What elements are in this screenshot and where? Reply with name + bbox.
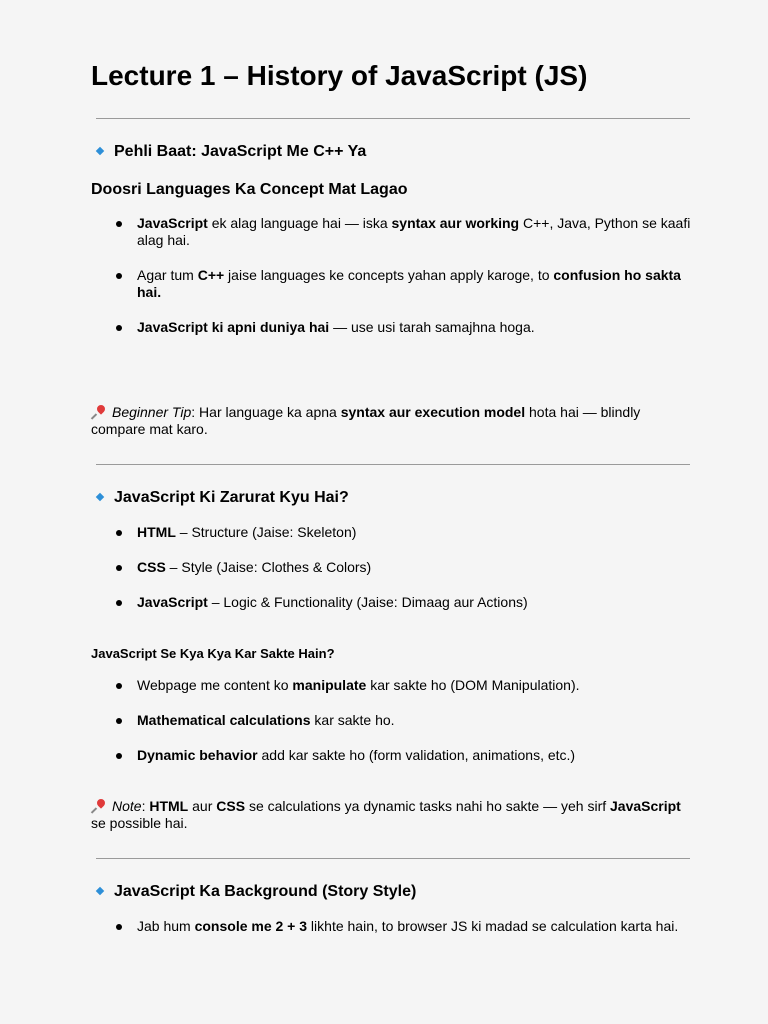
diamond-bullet-icon xyxy=(96,493,104,501)
bullet-list xyxy=(91,215,691,354)
pushpin-icon xyxy=(91,405,107,419)
bullet-list xyxy=(91,524,691,629)
diamond-bullet-icon xyxy=(96,887,104,895)
page-title: Lecture 1 – History of JavaScript (JS) xyxy=(91,60,588,91)
section-subheading: Doosri Languages Ka Concept Mat Lagao xyxy=(91,181,408,198)
list-item: CSS – Style (Jaise: Clothes & Colors) xyxy=(91,559,691,576)
pushpin-icon xyxy=(91,799,107,813)
section-subheading: JavaScript Se Kya Kya Kar Sakte Hain? xyxy=(91,646,335,661)
beginner-tip: Beginner Tip: Har language ka apna syntax aur execution model hota hai — blindly compare mat karo. xyxy=(91,404,641,437)
bullet-list xyxy=(91,677,691,782)
divider xyxy=(96,464,690,465)
list-item: HTML – Structure (Jaise: Skeleton) xyxy=(91,524,691,541)
list-item: Jab hum console me 2 + 3 likhte hain, to browser JS ki madad se calculation karta hai. xyxy=(91,918,691,935)
note: Note: HTML aur CSS se calculations ya dynamic tasks nahi ho sakte — yeh sirf JavaScript se possible hai. xyxy=(91,798,681,831)
list-item: Mathematical calculations kar sakte ho. xyxy=(91,712,691,729)
divider xyxy=(96,118,690,119)
list-item: Webpage me content ko manipulate kar sakte ho (DOM Manipulation). xyxy=(91,677,691,694)
section-heading: JavaScript Ka Background (Story Style) xyxy=(97,883,416,901)
section-heading: Pehli Baat: JavaScript Me C++ Ya xyxy=(97,143,366,161)
list-item: JavaScript ki apni duniya hai — use usi tarah samajhna hoga. xyxy=(91,319,691,336)
list-item: Dynamic behavior add kar sakte ho (form validation, animations, etc.) xyxy=(91,747,691,764)
diamond-bullet-icon xyxy=(96,147,104,155)
section-heading: JavaScript Ki Zarurat Kyu Hai? xyxy=(97,489,349,507)
divider xyxy=(96,858,690,859)
bullet-list xyxy=(91,918,691,953)
list-item: JavaScript ek alag language hai — iska syntax aur working C++, Java, Python se kaafi alag hai. xyxy=(91,215,691,249)
list-item: JavaScript – Logic & Functionality (Jaise: Dimaag aur Actions) xyxy=(91,594,691,611)
list-item: Agar tum C++ jaise languages ke concepts yahan apply karoge, to confusion ho sakta hai. xyxy=(91,267,691,301)
